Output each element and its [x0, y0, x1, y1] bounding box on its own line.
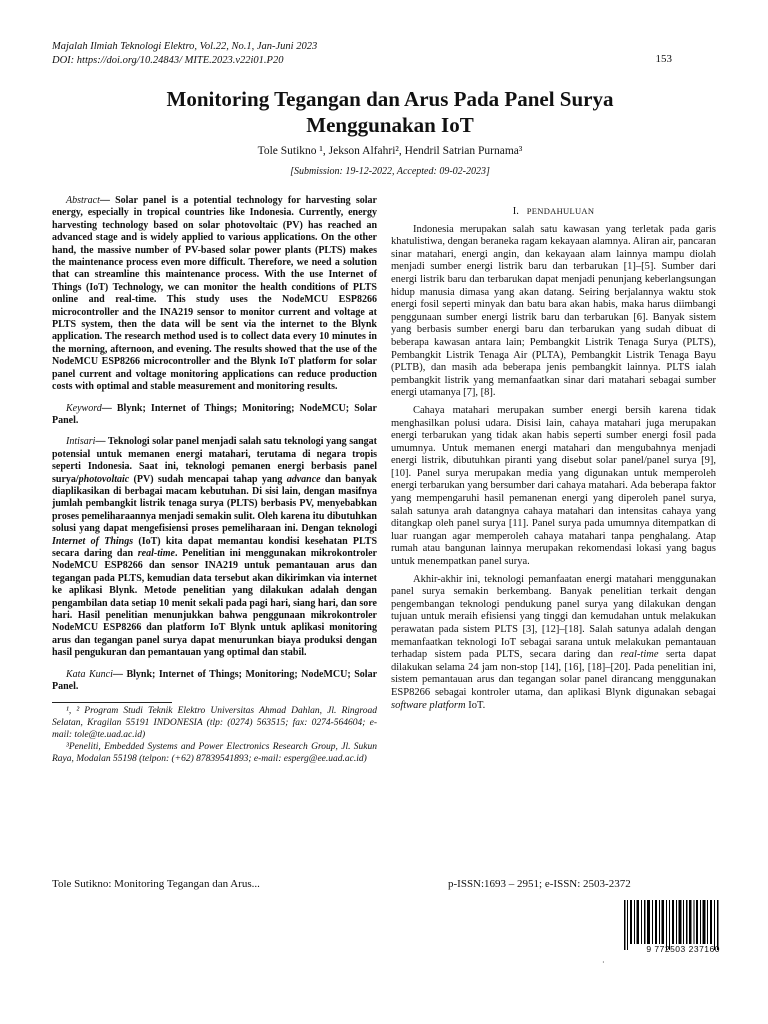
footnote-affiliation-2: ³Peneliti, Embedded Systems and Power Electronics Research Group, Jl. Sukun Raya, Modalan 55198 (telpon: (+62) 87839541893; e-mail: esperg@ee.uad.ac.id)	[52, 742, 377, 765]
intisari-text-a: Teknologi solar panel menjadi salah satu teknologi yang sangat potensial untuk memanen energi matahari, terutama di negara tropis seperti Indonesia. Saat ini, teknologi pemanen energi berbasis panel surya/	[52, 436, 377, 485]
intisari-em-c: Internet of Things	[52, 535, 134, 547]
footnote-affiliation-1: ¹, ² Program Studi Teknik Elektro Universitas Ahmad Dahlan, Jl. Ringroad Selatan, Kragilan 55191 INDONESIA (tlp: (0274) 563515; fax: 0274-564604; e-mail: tole@te.uad.ac.id)	[52, 706, 377, 741]
footer-issn: p-ISSN:1693 – 2951; e-ISSN: 2503-2372	[448, 878, 631, 890]
keyword-text: Blynk; Internet of Things; Monitoring; NodeMCU; Solar Panel.	[52, 402, 377, 426]
footer-running-title: Tole Sutikno: Monitoring Tegangan dan Arus...	[52, 878, 260, 890]
left-column	[52, 195, 377, 765]
intisari-text-e: . Penelitian ini menggunakan mikrokontroler NodeMCU ESP8266 dan sensor INA219 untuk pemantauan arus dan tegangan pada PLTS, kemudian data tersebut akan dikirimkan via internet ke aplikasi Blynk. Metode penelitian yang dilakukan adalah dengan pengambilan data setiap 10 menit sekali pada pagi hari, siang hari, dan sore hari. Hasil penelitian menunjukkan bahwa penggunaan mikrokontroler NodeMCU ESP8266 dan platform IoT Blynk untuk aplikasi monitoring arus dan tegangan panel surya dapat menurunkan biaya produksi dengan hasil pengukuran dan pemantauan yang optimal dan stabil.	[52, 547, 377, 659]
intisari-label: Intisari	[66, 436, 96, 448]
title-line-1: Monitoring Tegangan dan Arus Pada Panel Surya	[166, 87, 614, 111]
intisari-text-b: (PV) sudah mencapai tahap yang	[129, 473, 287, 485]
intisari-sep: —	[95, 436, 108, 448]
katakunci-label: Kata Kunci	[66, 668, 113, 680]
intisari-text-c: dan banyak diaplikasikan di berbagai macam kebutuhan. Di sisi lain, dengan masifnya jumlah pembangkit listrik tenaga surya (PLTS) berbasis PV, menyebabkan proses pemeliharaannya menjadi semakin sulit. Oleh karena itu dibutuhkan solusi yang dapat mengefisiensi proses pemeliharaan ini. Dengan teknologi	[52, 473, 377, 535]
abstract	[52, 195, 377, 394]
intisari-text-d: (IoT) kita dapat memantau kondisi kesehatan PLTS secara daring dan	[52, 535, 378, 559]
right-column	[391, 205, 716, 717]
section-numeral: I.	[512, 206, 519, 217]
doi-line: DOI: https://doi.org/10.24843/ MITE.2023.v22i01.P20	[52, 55, 284, 66]
kata-kunci	[52, 669, 377, 694]
intisari	[52, 436, 377, 659]
journal-header	[52, 40, 692, 68]
p3-text-c: IoT.	[465, 699, 486, 711]
author-list: Tole Sutikno ¹, Jekson Alfahri², Hendril Satrian Purnama³	[257, 145, 523, 157]
p3-em-1: real-time	[620, 649, 659, 661]
abstract-label: Abstract	[66, 195, 100, 206]
katakunci-text: Blynk; Internet of Things; Monitoring; NodeMCU; Solar Panel.	[52, 668, 378, 693]
p3-text-b: serta dapat dilakukan selama 24 jam non-stop [14], [16], [18]–[20]. Pada penelitian ini, sistem pemantauan arus dan tegangan solar panel dirancang menggunakan ESP8266 sebagai kontroler utama, dan aplikasi Blynk digunakan sebagai	[391, 649, 716, 698]
intro-paragraph-3	[391, 574, 716, 713]
journal-name: Majalah Ilmiah Teknologi Elektro, Vol.22, No.1, Jan-Juni 2023	[52, 41, 318, 52]
keyword-sep: —	[101, 402, 117, 414]
barcode-number: 9 772503 237160	[646, 944, 720, 954]
title-line-2: Menggunakan IoT	[306, 113, 474, 137]
intisari-em-d: real-time	[137, 547, 175, 559]
p3-text-a: Akhir-akhir ini, teknologi pemanfaatan energi matahari menggunakan panel surya semakin berkembang. Banyak penelitian terkait dengan pengembangan teknologi pendukung panel surya yang dilakukan dengan tujuan untuk meraih efisiensi yang tinggi dan kemudahan untuk melakukan perawatan pada sistem PLTS [3], [12]–[18]. Salah satunya adalah dengan memanfaatkan teknologi IoT sebagai sarana untuk melakukan pemantauan terhadap sistem pada PLTS, secara daring dan	[391, 573, 716, 661]
section-title: PENDAHULUAN	[526, 206, 595, 216]
barcode-mark: ·	[602, 958, 605, 967]
p3-em-2: software platform	[391, 699, 466, 711]
keywords	[52, 403, 377, 428]
intisari-em-b: advance	[286, 473, 321, 485]
section-heading	[391, 205, 716, 219]
paper-title	[60, 86, 720, 138]
abstract-sep: —	[99, 195, 116, 206]
footnote-divider	[52, 702, 172, 703]
intisari-em-a: photovoltaic	[78, 473, 130, 485]
abstract-text: Solar panel is a potential technology for harvesting solar energy, especially in tropical countries like Indonesia. Currently, energy harvesting technology based on solar photovoltaic (PV) has reached an advanced stage and is widely applied to various applications. On the other hand, the massive number of PV-based solar power plants (PLTS) makes the maintenance process even more difficult. Therefore, we need a solution that can streamline this maintenance process. With the use Internet of Things (IoT) Technology, we can monitor the health conditions of PLTS online and real-time. This study uses the NodeMCU ESP8266 microcontroller and the INA219 sensor to monitor current and voltage at PLTS system, then the data will be sent via the internet to the Blynk application. The research method used is to collect data every 10 minutes in the morning, afternoon, and evening. The results showed that the use of the NodeMCU ESP8266 microcontroller and the Blynk IoT platform for solar panel current and voltage monitoring applications can reduce production costs with optimal and stable measurement and monitoring results.	[52, 195, 377, 393]
katakunci-sep: —	[112, 668, 127, 680]
submission-dates: [Submission: 19-12-2022, Accepted: 09-02-2023]	[290, 166, 490, 177]
intro-paragraph-1: Indonesia merupakan salah satu kawasan yang terletak pada garis khatulistiwa, dengan beraneka ragam kekayaan alamnya. Aliran air, pancaran sinar matahari, energi angin, dan kekayaan alam lainnya mampu diolah menjadi sumber energi listrik baru dan terbarukan [1]–[5]. Sumber dari energi listrik baru dan terbarukan dapat menjadi penunjang keberlangsungan hidup manusia dimasa yang akan datang. Seiring berjalannya waktu stok energi fosil seperti minyak dan batu bara akan habis, maka harus diimbangi penggunaan sumber energi listrik baru dan terbarukan [6]. Banyak sistem yang berbasis sumber energi baru dan terbarukan yang sudah dibuat di beberapa kawasan antara lain; Pembangkit Listrik Tenaga Surya (PLTS), Pembangkit Listrik Tenaga Air (PLTA), Pembangkit Listrik Tenaga Bayu (PLTB), dan masih ada beberapa jenis pembangkit lainnya. PLTS ialah pembangkit listrik yang memanfaatkan sinar dari matahari sebagai sumber energi utamanya [7], [8].	[391, 223, 716, 399]
keyword-label: Keyword	[66, 402, 102, 414]
intro-paragraph-2: Cahaya matahari merupakan sumber energi bersih karena tidak menghasilkan polusi udara. Disisi lain, cahaya matahari juga merupakan energi terbarukan yang tidak akan habis seperti sumber energi fosil pada umumnya. Untuk memanen energi matahari dan mengubahnya menjadi energi listrik, dibutuhkan piranti yang disebut solar panel/panel surya [9], [10]. Panel surya merupakan media yang digunakan untuk memperoleh energi terbarukan yang bersumber dari cahaya matahari. Ada beberapa faktor yang mempengaruhi hasil pemanenan energi yang diperoleh panel surya, salah satunya arah datangnya cahaya matahari dan intensitas cahaya yang ditangkap oleh panel surya [11]. Panel surya pada umumnya ditempatkan di luar ruangan agar memperoleh cahaya matahari tanpa penghalang. Atap rumah atau bangunan lainnya merupakan rekomendasi lokasi yang bagus untuk menempatkan panel surya.	[391, 404, 716, 568]
page-number: 153	[655, 53, 672, 65]
